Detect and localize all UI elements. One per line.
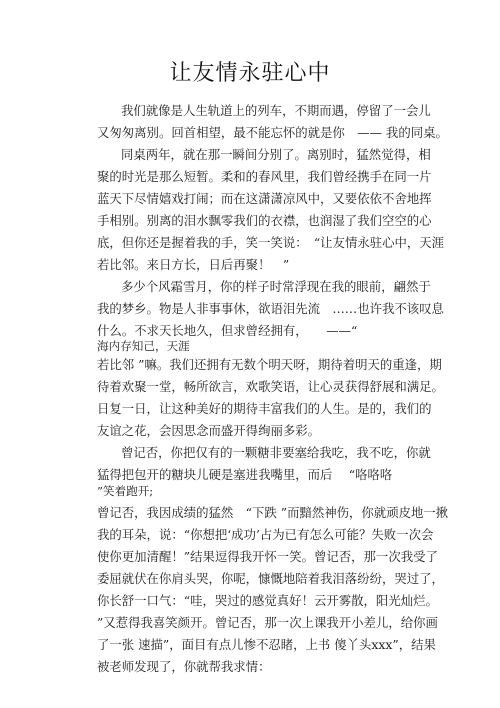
paragraph-line: 日复一日，让这种美好的期待丰富我们的人生。是的，我们的 [97,401,432,416]
paragraph-line: 聚的时光是那么短暂。柔和的春风里，我们曾经携手在同一片 [97,169,432,184]
paragraph-line: 多少个风霜雪月，你的样子时常浮现在我的眼前，翩然于 [121,279,431,294]
paragraph-line: 底，但你还是握着我的手，笑一笑说： “让友情永驻心中，天涯 [97,235,445,250]
paragraph-line: 曾记否，我因成绩的猛然 “下跌 ”而黯然神伤，你就顽皮地一揪 [97,505,449,520]
paragraph-line: 若比邻 ”嘛。我们还拥有无数个明天呀，期待着明天的重逢，期 [97,357,442,372]
paragraph-line: 了一张 速描”，面目有点儿惨不忍睹，上书 傻丫头xxx”，结果 [97,637,436,652]
paragraph-line: 我的梦乡。物是人非事事休，欲语泪先流 ……也许我不该叹息 [97,301,444,316]
paragraph-line: 曾记否，你把仅有的一颗糖非要塞给我吃，我不吃，你就 [121,445,431,460]
paragraph-line: 我的耳朵，说：“你想把‘成功’占为已有怎么可能？失败一次会 [97,527,434,542]
paragraph-line: ”又惹得我喜笑颜开。曾记否，那一次上课我开小差儿，给你画 [97,615,438,630]
paragraph-line: 同桌两年，就在那一瞬间分别了。离别时，猛然觉得，相 [121,147,431,162]
paragraph-line: 手相别。别离的泪水飘零我们的衣襟，也润湿了我们空空的心 [97,213,432,228]
document-title: 让友情永驻心中 [169,61,331,86]
paragraph-line: 蓝天下尽情嬉戏打闹；而在这潇潇凉风中，又要依依不舍地挥 [97,191,432,206]
paragraph-line: 我们就像是人生轨道上的列车，不期而遇，停留了一会儿 [121,103,431,118]
paragraph-line: 委屈就伏在你肩头哭，你呢，慷慨地陪着我泪落纷纷，哭过了， [97,571,444,586]
paragraph-line: 又匆匆离别。回首相望，最不能忘怀的就是你 —— 我的同桌。 [97,125,448,140]
paragraph-line: 海内存知己，天涯 [97,339,190,353]
paragraph-line: 什么。不求天长地久，但求曾经拥有， ——“ [97,323,358,338]
paragraph-line: ”笑着跑开; [97,484,154,498]
paragraph-line: 被老师发现了，你就帮我求情： [97,659,271,674]
paragraph-line: 待着欢聚一堂，畅所欲言，欢歌笑语，让心灵获得舒展和满足。 [97,379,444,394]
paragraph-line: 友谊之花，会因思念而盛开得绚丽多彩。 [97,423,321,438]
paragraph-line: 若比邻。来日方长，日后再聚！ ” [97,257,290,272]
paragraph-line: 使你更加清醒！”结果逗得我开怀一笑。曾记否，那一次我受了 [97,549,438,564]
paragraph-line: 猛得把包开的糖块儿硬是塞进我嘴里，而后 “咯咯咯 [97,467,393,482]
paragraph-line: 你长舒一口气：“哇，哭过的感觉真好！云开雾散，阳光灿烂。 [97,593,438,608]
